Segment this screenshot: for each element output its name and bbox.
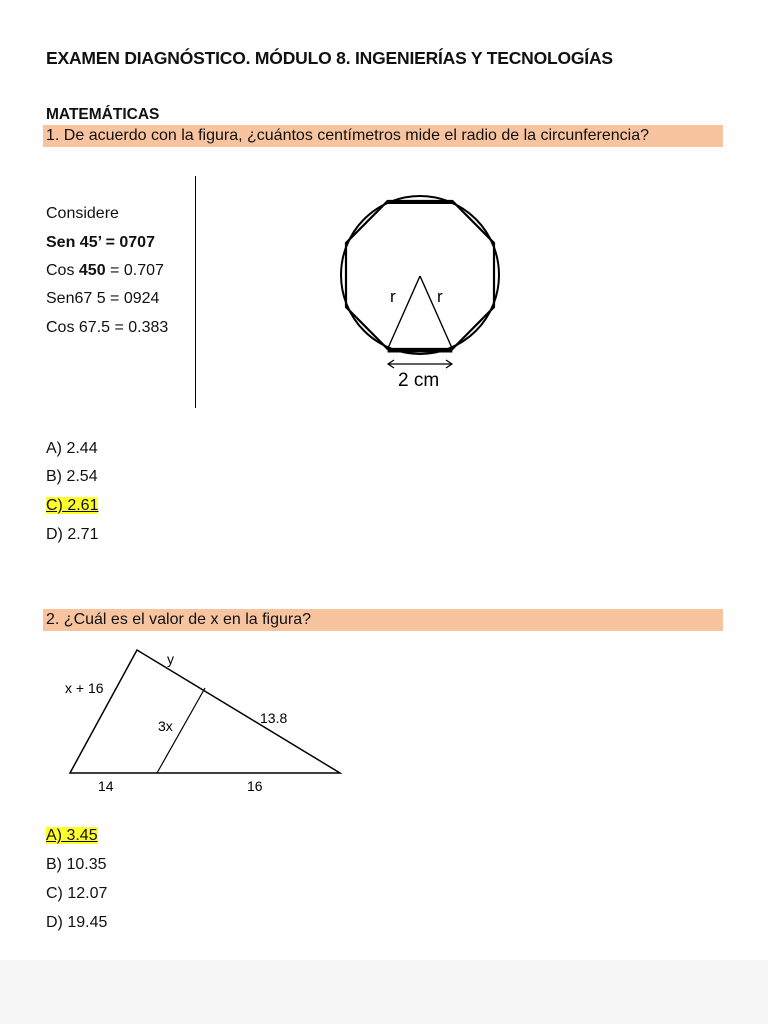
q1-option-c xyxy=(46,496,98,516)
label-13-8: 13.8 xyxy=(260,710,288,726)
octagon xyxy=(346,201,494,349)
octagon-circle-figure xyxy=(330,182,510,392)
q2-option-b: B) 10.35 xyxy=(46,856,107,873)
document-title: EXAMEN DIAGNÓSTICO. MÓDULO 8. INGENIERÍAS Y TECNOLOGÍAS xyxy=(46,48,613,68)
label-base: 2 cm xyxy=(398,370,440,391)
q2-option-d: D) 19.45 xyxy=(46,914,108,931)
page-bottom-margin xyxy=(0,960,768,1024)
q1-option-b: B) 2.54 xyxy=(46,468,98,485)
q1-option-a: A) 2.44 xyxy=(46,440,98,457)
label-r-left: r xyxy=(390,287,396,306)
question-2-text: 2. ¿Cuál es el valor de x en la figura? xyxy=(46,611,312,628)
given-cos675: Cos 67.5 = 0.383 xyxy=(46,319,169,336)
divider-line xyxy=(195,176,196,408)
q2-option-a-highlight: A) 3.45 xyxy=(46,827,98,844)
q2-option-c: C) 12.07 xyxy=(46,885,108,902)
label-y: y xyxy=(167,651,174,667)
given-cos45 xyxy=(46,262,164,280)
triangle xyxy=(70,650,340,773)
circle xyxy=(341,196,499,354)
q1-option-c-highlight: C) 2.61 xyxy=(46,497,99,514)
question-1-text: 1. De acuerdo con la figura, ¿cuántos centímetros mide el radio de la circunferencia? xyxy=(46,127,649,144)
label-x-plus-16: x + 16 xyxy=(65,680,104,696)
label-r-right: r xyxy=(437,287,443,306)
given-sen45 xyxy=(46,234,155,252)
q1-option-d: D) 2.71 xyxy=(46,526,99,543)
consider-label: Considere xyxy=(46,205,119,222)
given-cos45-pre: Cos xyxy=(46,262,79,279)
q2-option-a xyxy=(46,826,98,846)
label-3x: 3x xyxy=(158,718,173,734)
given-cos45-bold: 450 xyxy=(78,262,106,279)
given-sen45-text: Sen 45’ = 0707 xyxy=(46,234,155,251)
given-cos45-rest: = 0.707 xyxy=(105,262,164,279)
label-14: 14 xyxy=(98,778,114,794)
label-16: 16 xyxy=(247,778,263,794)
given-sen675: Sen67 5 = 0924 xyxy=(46,290,160,307)
triangle-figure xyxy=(60,648,350,798)
section-heading: MATEMÁTICAS xyxy=(46,106,160,123)
